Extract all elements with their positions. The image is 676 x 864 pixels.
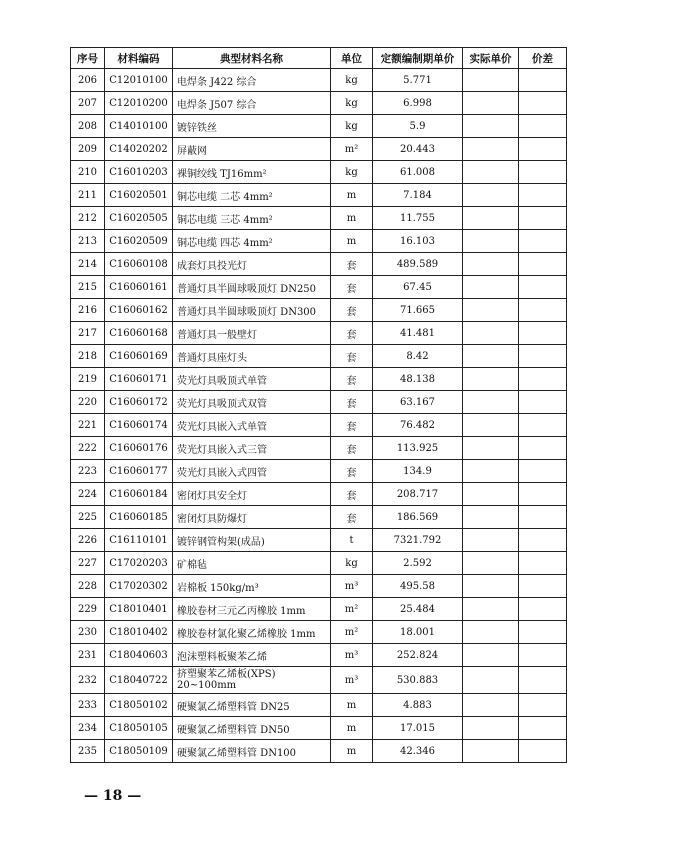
cell-quota-price: 186.569 — [373, 506, 463, 529]
cell-unit: 套 — [331, 299, 373, 322]
table-row — [71, 575, 567, 598]
table-row — [71, 644, 567, 667]
cell-actual-price — [463, 161, 519, 184]
cell-no: 225 — [71, 506, 105, 529]
cell-price-diff — [519, 276, 567, 299]
cell-name: 普通灯具半圆球吸顶灯 DN250 — [173, 276, 331, 299]
cell-code: C16060162 — [105, 299, 173, 322]
cell-quota-price: 20.443 — [373, 138, 463, 161]
header-code: 材料编码 — [105, 48, 173, 69]
cell-name: 普通灯具座灯头 — [173, 345, 331, 368]
cell-no: 214 — [71, 253, 105, 276]
table-row — [71, 368, 567, 391]
cell-code: C16060108 — [105, 253, 173, 276]
cell-quota-price: 489.589 — [373, 253, 463, 276]
cell-price-diff — [519, 253, 567, 276]
cell-name: 普通灯具半圆球吸顶灯 DN300 — [173, 299, 331, 322]
cell-price-diff — [519, 552, 567, 575]
cell-price-diff — [519, 184, 567, 207]
cell-price-diff — [519, 437, 567, 460]
cell-unit: 套 — [331, 460, 373, 483]
cell-code: C14010100 — [105, 115, 173, 138]
cell-actual-price — [463, 667, 519, 694]
table-row — [71, 460, 567, 483]
page-number: — 18 — — [84, 788, 142, 804]
cell-code: C16060169 — [105, 345, 173, 368]
header-name: 典型材料名称 — [173, 48, 331, 69]
cell-price-diff — [519, 391, 567, 414]
table-body — [71, 69, 567, 763]
cell-no: 206 — [71, 69, 105, 92]
cell-price-diff — [519, 598, 567, 621]
cell-quota-price: 67.45 — [373, 276, 463, 299]
cell-price-diff — [519, 460, 567, 483]
table-row — [71, 529, 567, 552]
cell-price-diff — [519, 207, 567, 230]
cell-price-diff — [519, 529, 567, 552]
cell-code: C16020501 — [105, 184, 173, 207]
cell-actual-price — [463, 207, 519, 230]
cell-code: C18050105 — [105, 717, 173, 740]
cell-quota-price: 16.103 — [373, 230, 463, 253]
cell-actual-price — [463, 694, 519, 717]
cell-name: 镀锌铁丝 — [173, 115, 331, 138]
cell-no: 224 — [71, 483, 105, 506]
price-table-container — [70, 47, 566, 763]
cell-actual-price — [463, 138, 519, 161]
cell-unit: 套 — [331, 322, 373, 345]
table-row — [71, 92, 567, 115]
table-header-row — [71, 48, 567, 69]
table-row — [71, 414, 567, 437]
cell-code: C18050109 — [105, 740, 173, 763]
table-row — [71, 345, 567, 368]
cell-quota-price: 76.482 — [373, 414, 463, 437]
cell-unit: m — [331, 740, 373, 763]
cell-code: C16110101 — [105, 529, 173, 552]
cell-name: 裸铜绞线 TJ16mm² — [173, 161, 331, 184]
table-row — [71, 621, 567, 644]
table-row — [71, 598, 567, 621]
header-no: 序号 — [71, 48, 105, 69]
cell-unit: m² — [331, 598, 373, 621]
cell-actual-price — [463, 230, 519, 253]
cell-unit: m³ — [331, 667, 373, 694]
cell-unit: 套 — [331, 345, 373, 368]
table-row — [71, 391, 567, 414]
cell-price-diff — [519, 717, 567, 740]
cell-quota-price: 41.481 — [373, 322, 463, 345]
table-row — [71, 138, 567, 161]
cell-price-diff — [519, 92, 567, 115]
cell-no: 211 — [71, 184, 105, 207]
table-row — [71, 483, 567, 506]
cell-name: 荧光灯具嵌入式三管 — [173, 437, 331, 460]
cell-no: 228 — [71, 575, 105, 598]
cell-code: C17020203 — [105, 552, 173, 575]
table-row — [71, 161, 567, 184]
cell-quota-price: 252.824 — [373, 644, 463, 667]
cell-name: 普通灯具一般壁灯 — [173, 322, 331, 345]
cell-name: 岩棉板 150kg/m³ — [173, 575, 331, 598]
cell-no: 215 — [71, 276, 105, 299]
cell-actual-price — [463, 460, 519, 483]
cell-code: C18010402 — [105, 621, 173, 644]
table-row — [71, 207, 567, 230]
cell-price-diff — [519, 299, 567, 322]
cell-price-diff — [519, 345, 567, 368]
cell-actual-price — [463, 299, 519, 322]
cell-no: 227 — [71, 552, 105, 575]
cell-actual-price — [463, 391, 519, 414]
cell-code: C16060161 — [105, 276, 173, 299]
cell-unit: 套 — [331, 276, 373, 299]
table-row — [71, 276, 567, 299]
table-row — [71, 299, 567, 322]
header-price-diff: 价差 — [519, 48, 567, 69]
cell-no: 218 — [71, 345, 105, 368]
cell-name: 荧光灯具嵌入式四管 — [173, 460, 331, 483]
cell-actual-price — [463, 483, 519, 506]
cell-name: 屏蔽网 — [173, 138, 331, 161]
cell-unit: 套 — [331, 368, 373, 391]
cell-code: C12010100 — [105, 69, 173, 92]
cell-unit: kg — [331, 161, 373, 184]
cell-name: 硬聚氯乙烯塑料管 DN100 — [173, 740, 331, 763]
cell-name: 泡沫塑料板聚苯乙烯 — [173, 644, 331, 667]
cell-name: 硬聚氯乙烯塑料管 DN25 — [173, 694, 331, 717]
cell-name: 荧光灯具吸顶式单管 — [173, 368, 331, 391]
cell-no: 221 — [71, 414, 105, 437]
cell-quota-price: 48.138 — [373, 368, 463, 391]
cell-unit: m² — [331, 621, 373, 644]
table-row — [71, 322, 567, 345]
cell-name: 密闭灯具安全灯 — [173, 483, 331, 506]
cell-quota-price: 71.665 — [373, 299, 463, 322]
cell-no: 209 — [71, 138, 105, 161]
header-actual-price: 实际单价 — [463, 48, 519, 69]
cell-name: 橡胶卷材氯化聚乙烯橡胶 1mm — [173, 621, 331, 644]
cell-name: 铜芯电缆 二芯 4mm² — [173, 184, 331, 207]
cell-unit: kg — [331, 552, 373, 575]
table-row — [71, 253, 567, 276]
cell-no: 222 — [71, 437, 105, 460]
cell-actual-price — [463, 69, 519, 92]
cell-name: 荧光灯具吸顶式双管 — [173, 391, 331, 414]
cell-quota-price: 5.9 — [373, 115, 463, 138]
cell-quota-price: 4.883 — [373, 694, 463, 717]
cell-actual-price — [463, 184, 519, 207]
cell-name: 镀锌钢管构架(成品) — [173, 529, 331, 552]
cell-code: C16060171 — [105, 368, 173, 391]
cell-no: 216 — [71, 299, 105, 322]
cell-quota-price: 42.346 — [373, 740, 463, 763]
cell-quota-price: 530.883 — [373, 667, 463, 694]
cell-quota-price: 208.717 — [373, 483, 463, 506]
cell-quota-price: 2.592 — [373, 552, 463, 575]
cell-no: 212 — [71, 207, 105, 230]
table-row — [71, 694, 567, 717]
cell-unit: m — [331, 184, 373, 207]
cell-no: 230 — [71, 621, 105, 644]
cell-unit: m — [331, 694, 373, 717]
cell-unit: m³ — [331, 575, 373, 598]
cell-no: 217 — [71, 322, 105, 345]
cell-unit: kg — [331, 92, 373, 115]
cell-no: 234 — [71, 717, 105, 740]
table-row — [71, 115, 567, 138]
cell-quota-price: 134.9 — [373, 460, 463, 483]
cell-name: 硬聚氯乙烯塑料管 DN50 — [173, 717, 331, 740]
cell-code: C16020509 — [105, 230, 173, 253]
cell-unit: m — [331, 717, 373, 740]
cell-actual-price — [463, 414, 519, 437]
cell-no: 231 — [71, 644, 105, 667]
cell-no: 208 — [71, 115, 105, 138]
cell-quota-price: 113.925 — [373, 437, 463, 460]
cell-quota-price: 17.015 — [373, 717, 463, 740]
cell-actual-price — [463, 276, 519, 299]
cell-no: 210 — [71, 161, 105, 184]
cell-unit: 套 — [331, 391, 373, 414]
cell-no: 213 — [71, 230, 105, 253]
cell-no: 232 — [71, 667, 105, 694]
cell-actual-price — [463, 115, 519, 138]
cell-code: C14020202 — [105, 138, 173, 161]
cell-actual-price — [463, 598, 519, 621]
table-row — [71, 69, 567, 92]
cell-quota-price: 495.58 — [373, 575, 463, 598]
cell-actual-price — [463, 644, 519, 667]
cell-price-diff — [519, 230, 567, 253]
cell-code: C16060176 — [105, 437, 173, 460]
cell-price-diff — [519, 161, 567, 184]
cell-quota-price: 7321.792 — [373, 529, 463, 552]
table-row — [71, 740, 567, 763]
cell-unit: 套 — [331, 253, 373, 276]
cell-price-diff — [519, 69, 567, 92]
cell-actual-price — [463, 437, 519, 460]
header-unit: 单位 — [331, 48, 373, 69]
cell-price-diff — [519, 740, 567, 763]
cell-quota-price: 5.771 — [373, 69, 463, 92]
cell-no: 219 — [71, 368, 105, 391]
cell-price-diff — [519, 621, 567, 644]
cell-price-diff — [519, 368, 567, 391]
cell-code: C16020505 — [105, 207, 173, 230]
cell-name: 荧光灯具嵌入式单管 — [173, 414, 331, 437]
cell-code: C16060168 — [105, 322, 173, 345]
cell-price-diff — [519, 506, 567, 529]
table-row — [71, 552, 567, 575]
cell-quota-price: 63.167 — [373, 391, 463, 414]
cell-name: 挤塑聚苯乙烯板(XPS) 20~100mm — [173, 667, 331, 694]
cell-name: 成套灯具投光灯 — [173, 253, 331, 276]
cell-code: C18040603 — [105, 644, 173, 667]
cell-unit: t — [331, 529, 373, 552]
table-row — [71, 717, 567, 740]
table-row — [71, 184, 567, 207]
cell-name: 电焊条 J422 综合 — [173, 69, 331, 92]
cell-actual-price — [463, 552, 519, 575]
cell-actual-price — [463, 345, 519, 368]
cell-name: 铜芯电缆 三芯 4mm² — [173, 207, 331, 230]
cell-no: 223 — [71, 460, 105, 483]
cell-price-diff — [519, 414, 567, 437]
cell-actual-price — [463, 717, 519, 740]
material-price-table — [70, 47, 567, 763]
cell-name: 橡胶卷材三元乙丙橡胶 1mm — [173, 598, 331, 621]
cell-quota-price: 8.42 — [373, 345, 463, 368]
cell-unit: m — [331, 207, 373, 230]
cell-unit: kg — [331, 69, 373, 92]
cell-quota-price: 61.008 — [373, 161, 463, 184]
cell-actual-price — [463, 575, 519, 598]
cell-price-diff — [519, 483, 567, 506]
cell-price-diff — [519, 138, 567, 161]
cell-price-diff — [519, 694, 567, 717]
cell-code: C16060172 — [105, 391, 173, 414]
cell-quota-price: 7.184 — [373, 184, 463, 207]
cell-unit: kg — [331, 115, 373, 138]
cell-price-diff — [519, 575, 567, 598]
table-row — [71, 230, 567, 253]
cell-actual-price — [463, 322, 519, 345]
cell-quota-price: 6.998 — [373, 92, 463, 115]
cell-unit: 套 — [331, 483, 373, 506]
cell-price-diff — [519, 115, 567, 138]
cell-unit: 套 — [331, 506, 373, 529]
cell-quota-price: 18.001 — [373, 621, 463, 644]
cell-price-diff — [519, 667, 567, 694]
cell-name: 矿棉毡 — [173, 552, 331, 575]
cell-name: 密闭灯具防爆灯 — [173, 506, 331, 529]
cell-actual-price — [463, 529, 519, 552]
header-quota-price: 定额编制期单价 — [373, 48, 463, 69]
cell-actual-price — [463, 92, 519, 115]
cell-unit: m² — [331, 138, 373, 161]
cell-actual-price — [463, 253, 519, 276]
cell-code: C16060184 — [105, 483, 173, 506]
cell-code: C17020302 — [105, 575, 173, 598]
cell-code: C12010200 — [105, 92, 173, 115]
cell-no: 207 — [71, 92, 105, 115]
cell-unit: 套 — [331, 437, 373, 460]
table-row — [71, 437, 567, 460]
cell-unit: 套 — [331, 414, 373, 437]
cell-code: C16060185 — [105, 506, 173, 529]
table-row — [71, 667, 567, 694]
cell-code: C18010401 — [105, 598, 173, 621]
cell-quota-price: 25.484 — [373, 598, 463, 621]
cell-code: C16060174 — [105, 414, 173, 437]
cell-no: 220 — [71, 391, 105, 414]
cell-code: C16060177 — [105, 460, 173, 483]
cell-actual-price — [463, 368, 519, 391]
cell-no: 235 — [71, 740, 105, 763]
table-row — [71, 506, 567, 529]
cell-name: 铜芯电缆 四芯 4mm² — [173, 230, 331, 253]
cell-actual-price — [463, 506, 519, 529]
cell-code: C18040722 — [105, 667, 173, 694]
cell-name: 电焊条 J507 综合 — [173, 92, 331, 115]
cell-actual-price — [463, 621, 519, 644]
cell-quota-price: 11.755 — [373, 207, 463, 230]
cell-code: C18050102 — [105, 694, 173, 717]
cell-unit: m — [331, 230, 373, 253]
cell-price-diff — [519, 644, 567, 667]
cell-unit: m³ — [331, 644, 373, 667]
cell-no: 226 — [71, 529, 105, 552]
cell-price-diff — [519, 322, 567, 345]
cell-code: C16010203 — [105, 161, 173, 184]
cell-actual-price — [463, 740, 519, 763]
cell-no: 229 — [71, 598, 105, 621]
cell-no: 233 — [71, 694, 105, 717]
